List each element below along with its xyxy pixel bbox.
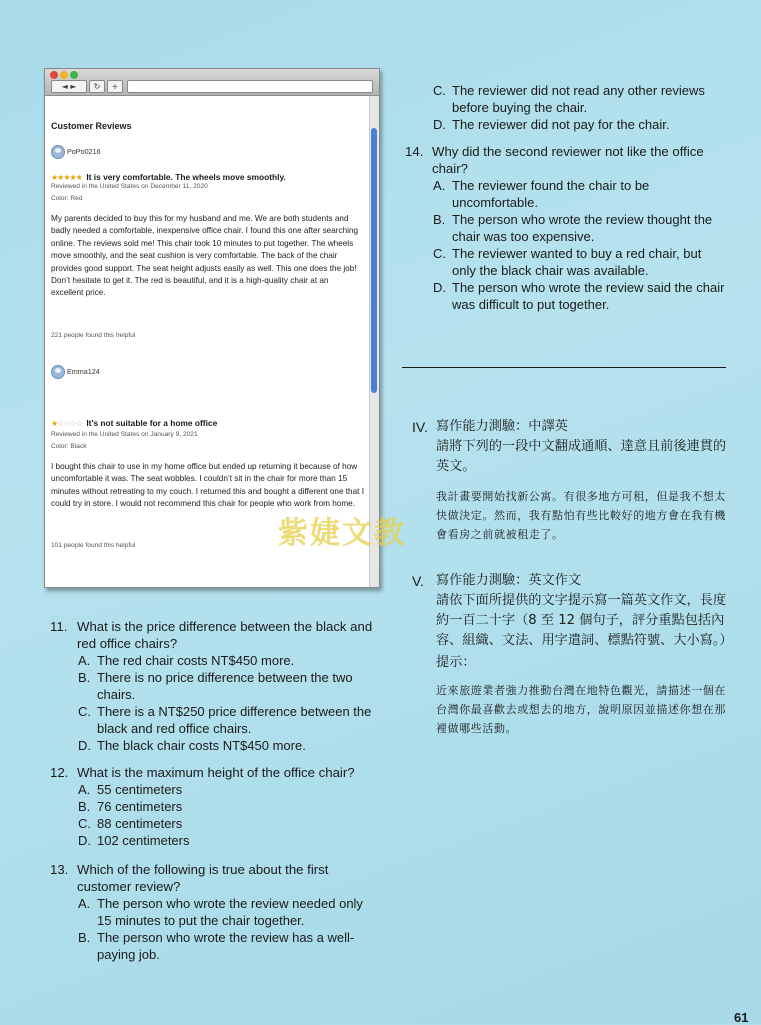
option-text: 102 centimeters bbox=[97, 833, 190, 848]
review-1-meta: Reviewed in the United States on December 11, 2020 bbox=[51, 183, 208, 190]
option-letter: B. bbox=[78, 799, 91, 814]
section-iv-number: IV. bbox=[412, 419, 428, 435]
review-1-color: Color: Red bbox=[51, 195, 83, 202]
question-14 bbox=[405, 143, 725, 313]
section-v-hint: 近來旅遊業者強力推動台灣在地特色觀光，請描述一個在台灣你最喜歡去或想去的地方，說明原因並描述你想在那裡做哪些活動。 bbox=[436, 684, 726, 735]
section-v bbox=[412, 571, 733, 738]
review-2-color: Color: Black bbox=[51, 443, 87, 450]
question-12 bbox=[50, 764, 380, 849]
option-letter: C. bbox=[78, 816, 91, 831]
avatar-icon bbox=[51, 365, 65, 379]
option-text: The red chair costs NT$450 more. bbox=[97, 653, 295, 668]
questions-left bbox=[50, 618, 380, 963]
question-text: Which of the following is true about the first customer review? bbox=[77, 862, 329, 894]
review-1-body: My parents decided to buy this for my husband and me. We are both students and badly needed a comfortable, inexpensive office chair. I found this one after searching online. The reviews sold me! This chair took 10 minutes to put together. The wheels move smoothly, and the seat cushion is very comfortable. The back of the chair provides good support. The seat height adjusts easily as well. This one does the job! Don’t hesitate to get it. The red is beautiful, and it is a high-quality chair at an excellent price. bbox=[51, 214, 359, 298]
option-letter: C. bbox=[433, 246, 446, 261]
question-11 bbox=[50, 618, 380, 754]
option-text: The person who wrote the review said the chair was difficult to put together. bbox=[452, 280, 725, 312]
question-text: What is the price difference between the black and red office chairs? bbox=[77, 619, 373, 651]
scrollbar-thumb[interactable] bbox=[371, 128, 377, 393]
section-iv-instruction: 請將下列的一段中文翻成通順、達意且前後連貫的英文。 bbox=[436, 439, 727, 474]
question-number: 11. bbox=[50, 619, 68, 634]
section-iv-passage: 我計畫要開始找新公寓。有很多地方可租，但是我不想太快做決定。然而，我有點怕有些比較好的地方會在我有機會看房之前就被租走了。 bbox=[436, 490, 726, 541]
maximize-dot-icon[interactable] bbox=[70, 71, 78, 79]
section-iv bbox=[412, 417, 728, 544]
option-letter: B. bbox=[78, 930, 91, 945]
page-number: 61 bbox=[734, 1010, 749, 1025]
option-text: 76 centimeters bbox=[97, 799, 183, 814]
review-2-helpful: 101 people found this helpful bbox=[51, 542, 136, 549]
star-empty-icon: ☆☆☆☆ bbox=[57, 419, 82, 428]
star-rating-icon bbox=[51, 419, 82, 428]
star-filled-icon: ★ bbox=[51, 419, 58, 428]
star-rating-icon: ★★★★★ bbox=[51, 173, 82, 182]
review-1-username: PoPo0216 bbox=[67, 146, 101, 156]
browser-toolbar bbox=[45, 69, 379, 96]
review-1-user bbox=[51, 145, 101, 159]
option-letter: D. bbox=[433, 280, 446, 295]
review-2-title: It’s not suitable for a home office bbox=[86, 418, 218, 428]
section-v-instruction: 請依下面所提供的文字提示寫一篇英文作文，長度約一百二十字（8 至 12 個句子，評分重點包括內容、組織、文法、用字遣詞、標點符號、大小寫。） bbox=[436, 593, 733, 648]
option-text: The reviewer did not read any other reviews before buying the chair. bbox=[452, 83, 705, 115]
section-v-title: 寫作能力測驗：英文作文 bbox=[436, 573, 582, 588]
review-2-meta: Reviewed in the United States on January 9, 2021 bbox=[51, 431, 198, 438]
option-text: The reviewer did not pay for the chair. bbox=[452, 117, 670, 132]
option-text: 88 centimeters bbox=[97, 816, 183, 831]
option-letter: D. bbox=[433, 117, 446, 132]
option-text: The reviewer found the chair to be uncomfortable. bbox=[452, 178, 650, 210]
option-letter: D. bbox=[78, 833, 91, 848]
option-letter: A. bbox=[78, 782, 91, 797]
watermark: 紫婕文教 bbox=[278, 516, 406, 551]
avatar-icon bbox=[51, 145, 65, 159]
option-text: 55 centimeters bbox=[97, 782, 183, 797]
question-number: 13. bbox=[50, 862, 69, 877]
add-tab-button[interactable]: + bbox=[107, 80, 123, 93]
option-letter: A. bbox=[78, 896, 91, 911]
address-bar[interactable] bbox=[127, 80, 373, 93]
section-v-number: V. bbox=[412, 573, 424, 589]
question-number: 12. bbox=[50, 765, 69, 780]
review-2-user bbox=[51, 365, 100, 379]
back-forward-button[interactable]: ◄ ► bbox=[51, 80, 87, 93]
question-number: 14. bbox=[405, 144, 424, 159]
reviews-heading: Customer Reviews bbox=[51, 121, 132, 131]
review-2-body: I bought this chair to use in my home office but ended up returning it because of how uncomfortable it was. The seat wobbles. I couldn’t sit in the chair for more than 15 minutes without retreating to my couch. I returned this and bought a different one that I could try in store. I would not recommend this chair for people who work from home. bbox=[51, 462, 364, 509]
minimize-dot-icon[interactable] bbox=[60, 71, 68, 79]
option-letter: C. bbox=[433, 83, 446, 98]
questions-right bbox=[405, 82, 725, 313]
option-text: There is no price difference between the two chairs. bbox=[97, 670, 353, 702]
option-letter: A. bbox=[78, 653, 91, 668]
refresh-button[interactable]: ↻ bbox=[89, 80, 105, 93]
option-text: The person who wrote the review thought the chair was too expensive. bbox=[452, 212, 713, 244]
option-text: The black chair costs NT$450 more. bbox=[97, 738, 306, 753]
review-2-username: Emma124 bbox=[67, 366, 100, 376]
review-1-helpful: 221 people found this helpful bbox=[51, 332, 136, 339]
option-letter: A. bbox=[433, 178, 446, 193]
question-text: What is the maximum height of the office chair? bbox=[77, 765, 355, 780]
option-letter: B. bbox=[433, 212, 446, 227]
option-text: The person who wrote the review needed only 15 minutes to put the chair together. bbox=[97, 896, 363, 928]
option-text: There is a NT$250 price difference between the black and red office chairs. bbox=[97, 704, 372, 736]
section-v-hint-label: 提示： bbox=[436, 655, 476, 670]
option-letter: B. bbox=[78, 670, 91, 685]
review-1-title: It is very comfortable. The wheels move smoothly. bbox=[86, 172, 286, 182]
section-iv-title: 寫作能力測驗：中譯英 bbox=[436, 419, 568, 434]
option-text: The reviewer wanted to buy a red chair, but only the black chair was available. bbox=[452, 246, 702, 278]
review-2-title-row bbox=[51, 413, 217, 431]
question-13 bbox=[50, 861, 380, 963]
question-text: Why did the second reviewer not like the office chair? bbox=[432, 144, 704, 176]
close-dot-icon[interactable] bbox=[50, 71, 58, 79]
option-letter: D. bbox=[78, 738, 91, 753]
option-text: The person who wrote the review has a well-paying job. bbox=[97, 930, 355, 962]
option-letter: C. bbox=[78, 704, 91, 719]
section-divider bbox=[402, 367, 726, 368]
